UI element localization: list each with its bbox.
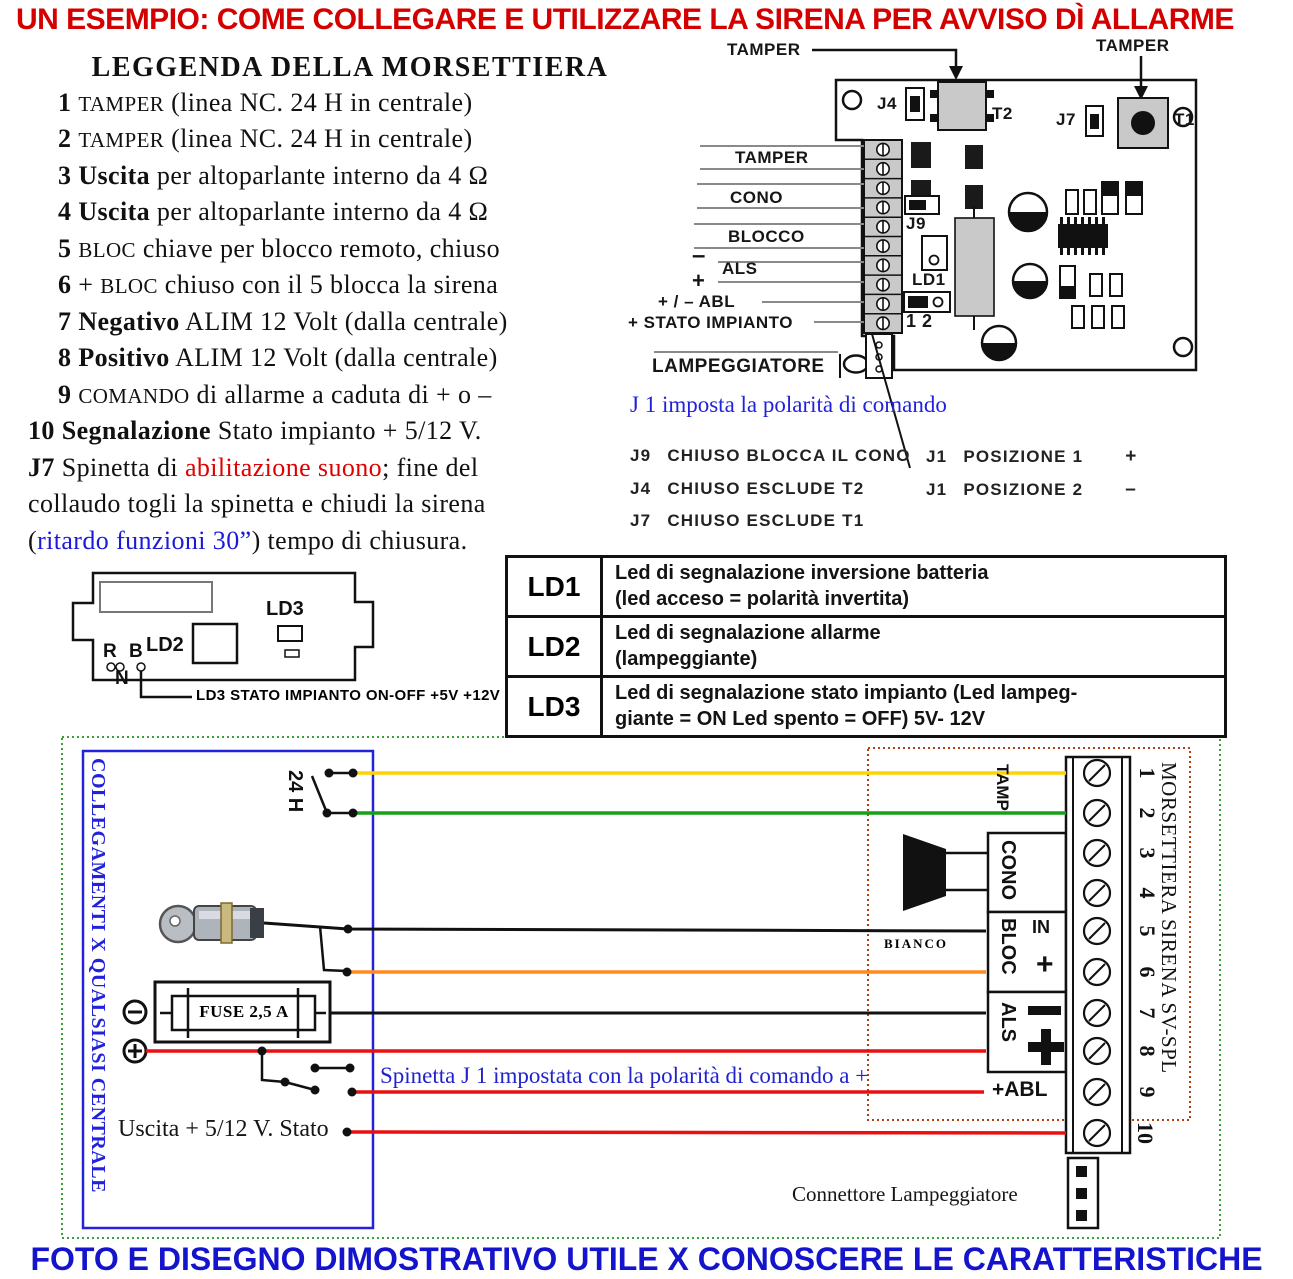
spinetta-note: Spinetta J 1 impostata con la polarità di comando a + [380, 1063, 869, 1088]
key-switch [160, 903, 264, 943]
pin-label-cono: CONO [730, 188, 783, 207]
page-title: UN ESEMPIO: COME COLLEGARE E UTILIZZARE LA SIRENA PER AVVISO DÌ ALLARME [16, 3, 1234, 36]
board-t1-label: T1 [1174, 110, 1195, 129]
mini-ld2-label: LD2 [146, 634, 184, 656]
terminal-cono-label: CONO [997, 840, 1019, 900]
board-ld1-label: LD1 [912, 270, 946, 289]
terminal-bloc-in-label: IN [1032, 917, 1050, 937]
note-j1-pos2: J1 POSIZIONE 2 – [926, 479, 1138, 500]
legend-j7-line2: collaudo togli la spinetta e chiudi la sirena [28, 489, 486, 518]
legend-item-4: 4 Uscita per altoparlante interno da 4 Ω [58, 197, 489, 226]
pin-label-blocco: BLOCCO [728, 227, 805, 246]
terminal-number-9: 9 [1135, 1086, 1160, 1098]
supply-symbols [124, 1001, 146, 1062]
pin-label-plus: + [692, 268, 706, 293]
j1-note: J 1 imposta la polarità di comando [630, 392, 947, 417]
terminal-bloc-plus-label: + [1036, 948, 1054, 981]
led-table-row: LD2 Led di segnalazione allarme (lampeggiante) [508, 618, 1224, 678]
speaker-icon [903, 834, 988, 911]
board-terminal-strip [864, 140, 902, 333]
legend-item-2: 2 TAMPER (linea NC. 24 H in centrale) [58, 124, 473, 153]
board-t2-label: T2 [992, 104, 1013, 123]
pin-label-abl: + / – ABL [658, 292, 736, 311]
terminal-number-6: 6 [1135, 966, 1160, 978]
mini-board-caption: LD3 STATO IMPIANTO ON-OFF +5V +12V [196, 687, 501, 704]
terminal-block [1066, 757, 1130, 1153]
connettore-label: Connettore Lampeggiatore [792, 1182, 1018, 1206]
fuse-label: FUSE 2,5 A [199, 1002, 289, 1021]
led-table [505, 555, 1227, 738]
j1-polarity-switch [258, 1047, 357, 1097]
terminal-number-4: 4 [1135, 887, 1160, 899]
switch-24h-label: 24 H [284, 770, 306, 813]
switch-24h-symbol [312, 769, 358, 818]
wiring-side-label: COLLEGAMENTI X QUALSIASI CENTRALE [87, 758, 109, 1193]
pin-label-minus: – [692, 242, 706, 269]
legend-item-9: 9 COMANDO di allarme a caduta di + o – [58, 380, 492, 409]
board-tamper-label-right: TAMPER [1096, 36, 1170, 55]
pin-label-lampeggiatore: LAMPEGGIATORE [652, 356, 825, 377]
legend-heading: LEGGENDA DELLA MORSETTIERA [91, 52, 609, 83]
led-ref: LD1 [508, 558, 603, 615]
footer-caption: FOTO E DISEGNO DIMOSTRATIVO UTILE X CONOSCERE LE CARATTERISTICHE [30, 1241, 1263, 1277]
board-j4-label: J4 [877, 94, 897, 113]
board-tamper-label-left: TAMPER [727, 40, 801, 59]
board-j1-pins-label: 1 2 [906, 311, 933, 331]
pin-label-tamper: TAMPER [735, 148, 809, 167]
morsettiera-title: MORSETTIERA SIRENA SV-SPL [1157, 762, 1181, 1074]
board-j7-label: J7 [1056, 110, 1076, 129]
led-ref: LD3 [508, 678, 603, 735]
lamp-connector [1068, 1158, 1098, 1228]
pin-label-als: ALS [722, 259, 758, 278]
legend-item-5: 5 BLOC chiave per blocco remoto, chiuso [58, 234, 500, 263]
mini-b-label: B [129, 641, 143, 662]
uscita-label: Uscita + 5/12 V. Stato [118, 1116, 329, 1142]
terminal-number-5: 5 [1135, 925, 1160, 937]
note-j7: J7 CHIUSO ESCLUDE T1 [630, 511, 865, 530]
mini-n-label: N [115, 668, 129, 689]
bianco-label: BIANCO [884, 936, 949, 951]
terminal-bloc-label: BLOC [997, 918, 1019, 975]
led-table-row: LD1 Led di segnalazione inversione batteria (led acceso = polarità invertita) [508, 558, 1224, 618]
legend-item-3: 3 Uscita per altoparlante interno da 4 Ω [58, 161, 489, 190]
terminal-tamp-label: TAMP [993, 764, 1012, 811]
terminal-abl-label: +ABL [992, 1078, 1048, 1101]
legend-item-8: 8 Positivo ALIM 12 Volt (dalla centrale) [58, 343, 498, 372]
note-j4: J4 CHIUSO ESCLUDE T2 [630, 479, 865, 498]
terminal-number-2: 2 [1135, 807, 1160, 819]
led-ref: LD2 [508, 618, 603, 675]
terminal-number-1: 1 [1135, 767, 1160, 779]
terminal-number-8: 8 [1135, 1045, 1160, 1057]
legend-j7-line3: (ritardo funzioni 30”) tempo di chiusura. [28, 526, 468, 555]
board-j9-label: J9 [906, 214, 926, 233]
note-j9: J9 CHIUSO BLOCCA IL CONO [630, 446, 911, 465]
wire-junction-dots [343, 925, 353, 1137]
terminal-number-7: 7 [1135, 1007, 1160, 1019]
terminal-number-3: 3 [1135, 847, 1160, 859]
legend-item-6: 6 + BLOC chiuso con il 5 blocca la sirena [58, 270, 499, 299]
terminal-number-10: 10 [1133, 1122, 1158, 1144]
legend-item-7: 7 Negativo ALIM 12 Volt (dalla centrale) [58, 307, 508, 336]
terminal-als-label: ALS [997, 1002, 1019, 1042]
mini-ld3-label: LD3 [266, 598, 304, 620]
note-j1-pos1: J1 POSIZIONE 1 + [926, 446, 1138, 467]
pin-label-stato: + STATO IMPIANTO [628, 313, 793, 332]
legend-item-10: 10 Segnalazione Stato impianto + 5/12 V. [28, 416, 482, 445]
board-lamp-connector [840, 334, 892, 378]
mini-r-label: R [103, 641, 117, 662]
legend-item-1: 1 TAMPER (linea NC. 24 H in centrale) [58, 88, 473, 117]
legend-j7-line1: J7 Spinetta di abilitazione suono; fine del [28, 453, 479, 482]
led-table-row: LD3 Led di segnalazione stato impianto (Led lampeg- giante = ON Led spento = OFF) 5V- 12V [508, 678, 1224, 735]
